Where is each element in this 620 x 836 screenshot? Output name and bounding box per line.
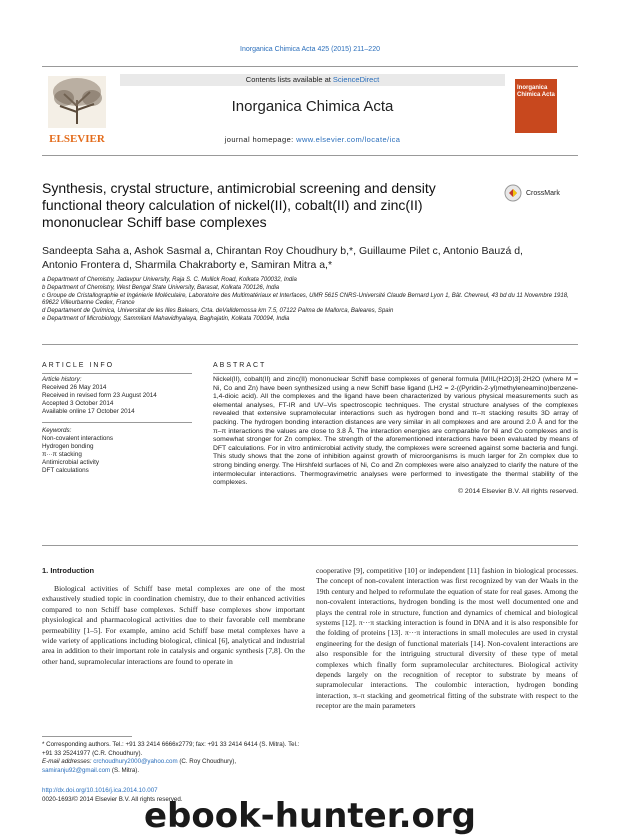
issn-line: 0020-1693/© 2014 Elsevier B.V. All rights reserved. — [42, 795, 183, 803]
abstract-heading: ABSTRACT — [213, 362, 267, 369]
sciencedirect-link[interactable]: ScienceDirect — [332, 75, 380, 84]
crossmark-icon — [504, 184, 522, 202]
journal-cover-title: Inorganica Chimica Acta — [517, 85, 555, 98]
email-name-choudhury: (C. Roy Choudhury), — [177, 758, 237, 765]
crossmark-badge[interactable] — [504, 184, 578, 202]
footnote-corr: * Corresponding authors. Tel.: +91 33 2414 6666x2779; fax: +91 33 2414 6414 (S. Mitra). Tel.: +91 33 25241977 (C.R. Choudhury). — [42, 741, 300, 757]
authors-line-2: Antonio Frontera d, Sharmila Chakraborty e, Samiran Mitra a,* — [42, 259, 333, 271]
homepage-link[interactable]: www.elsevier.com/locate/ica — [296, 135, 401, 144]
homepage-prefix: journal homepage: — [224, 135, 297, 144]
abstract-divider — [42, 545, 578, 546]
doi-link[interactable]: http://dx.doi.org/10.1016/j.ica.2014.10.007 — [42, 787, 158, 794]
intro-heading: 1. Introduction — [42, 566, 95, 575]
abstract-rule — [213, 373, 578, 374]
affiliation-d: d Departament de Química, Universitat de les Illes Balears, Crta. deValldemossa km 7.5, 07122 Palma de Mallorca, Baleares, Spain — [42, 308, 394, 315]
keyword-item: Non-covalent interactions — [42, 435, 114, 442]
intro-right-column: cooperative [9], competitive [10] or independent [11] fashion in biological processes. The concept of non-covalent interaction was first recognized by van der Waals in the 19th century and helped to reformulate the equation of state for real gases. Among the non-covalent interactions, hydrogen bonding is the most well documented one and plays the central role in structure, function and dynamics of chemical and biological systems [12]. π···π stacking interaction is found in DNA and it is also responsible for the folding of proteins [13]. π···π interactions in small molecules are used in crystal engineering for the design of functional materials [14]. Non-covalent interactions are also responsible for the intriguing structural diversity of these type of metal complexes which finally form supramolecular architectures. Biological activity depends largely on the recognition of receptor to substrate by means of supramolecular interactions. The coulombic interaction, hydrogen bonding interaction, π–π stacking and geometrical fitting of the substrate with respect to the receptor are the main parameters — [316, 566, 578, 711]
watermark: ebook-hunter.org — [143, 796, 477, 836]
history-revised: Received in revised form 23 August 2014 — [42, 392, 157, 399]
keywords-label: Keywords: — [42, 427, 72, 434]
email-link-choudhury[interactable]: crchoudhury2000@yahoo.com — [93, 758, 178, 765]
email-link-mitra[interactable]: samiranju92@gmail.com — [42, 766, 111, 774]
contents-bar — [120, 74, 505, 86]
keyword-item: Hydrogen bonding — [42, 443, 94, 450]
email-name-mitra: (S. Mitra). — [110, 766, 140, 774]
article-info-header — [42, 362, 192, 374]
affiliation-a: a Department of Chemistry, Jadavpur University, Raja S. C. Mullick Road, Kolkata 700032, India — [42, 277, 297, 283]
journal-citation[interactable]: Inorganica Chimica Acta 425 (2015) 211–220 — [240, 46, 380, 53]
contents-prefix: Contents lists available at — [245, 75, 333, 84]
keyword-item: Antimicrobial activity — [42, 459, 100, 466]
history-accepted: Accepted 3 October 2014 — [42, 400, 114, 407]
elsevier-tree-logo — [42, 72, 112, 146]
abstract-text: Nickel(II), cobalt(II) and zinc(II) mononuclear Schiff base complexes of general formula [MIIL(H2O)3]·2H2O (where M = Ni, Co and Zn) have been synthesized using a new Schiff base ligand (LH2 = 2-((Pyridin-2-yl)methyleneamino)benzene-1,4-dioic acid). All the complexes and the ligand have been characterized by various physical measurements such as elemental analyses, FT-IR and UV–Vis spectroscopic techniques. The crystal structure analyses of the complexes revealed that extensive supramolecular interactions such as hydrogen bond and π–π stacking results 3D array of packing. The hydrogen bonding interaction distances are very similar in all complexes and are around 2.0 Å and for the π–π interactions the values are close to 3.8 Å. The interaction energies are comparable for Ni and Co complexes and is somewhat stronger for Zn complex. The strength of the aforementioned interactions have been evaluated by means of DFT calculations. For in vitro antimicrobial activity study, the complexes were screened against some bacteria and fungi. This study shows that the zone of inhibition against growth of microorganisms is much larger for Zn complex due to strong binding energy. The Hirshfeld surfaces of Ni, Co and Zn complexes were also analyzed to clarify the nature of the intermolecular interactions. Thermogravimetric analyses were performed to investigate the thermal stability of the complexes. — [213, 376, 578, 487]
corresponding-author-footnote — [42, 741, 305, 775]
history-received: Received 26 May 2014 — [42, 384, 107, 391]
journal-homepage — [120, 135, 505, 144]
article-info-body — [42, 376, 192, 475]
keyword-item: DFT calculations — [42, 467, 89, 474]
email-label: E-mail addresses: — [42, 758, 94, 765]
affiliations — [42, 277, 578, 324]
journal-title: Inorganica Chimica Acta — [231, 98, 394, 115]
abstract-header — [213, 362, 578, 374]
article-info-heading: ARTICLE INFO — [42, 362, 115, 369]
affiliation-e: e Department of Microbiology, Sammilani Mahavidhyalaya, Baghajatin, Kolkata 700094, India — [42, 315, 290, 322]
affiliation-c: c Groupe de Cristallographie et Ingénierie Moléculaire, Laboratoire des Multimatériaux et Interfaces, UMR 5615 CNRS-Université Claude Bernard Lyon 1, Bât. Chevreul, 43 bd du 11 Novembre 1918, 69622 Villeurbanne Cedex, France — [42, 292, 569, 307]
footnote-rule — [42, 736, 132, 737]
author-list — [42, 244, 578, 272]
keywords-rule — [42, 422, 192, 423]
crossmark-label: CrossMark — [526, 189, 560, 197]
abstract-copyright: © 2014 Elsevier B.V. All rights reserved. — [458, 487, 578, 495]
article-info-rule — [42, 373, 192, 374]
elsevier-wordmark: ELSEVIER — [49, 133, 105, 145]
intro-left-column: Biological activities of Schiff base metal complexes are one of the most exhaustively studied topic in coordination chemistry, due to their enhanced activities compared to non Schiff base complexes. Schiff base complexes show important physiological and pharmacological activities due to their favorable cell membrane permeability [1–5]. For example, amino acid Schiff base metal complexes have a wide variety of applications including biological, clinical [6], analytical and industrial area in addition to their important role in catalysis and organic synthesis [7,8]. On the other hand, supramolecular interactions are found to operate in — [42, 584, 305, 666]
history-online: Available online 17 October 2014 — [42, 408, 135, 415]
affiliation-b: b Department of Chemistry, West Bengal State University, Barasat, Kolkata 700126, India — [42, 284, 280, 291]
keyword-item: π···π stacking — [42, 451, 82, 458]
history-label: Article history: — [42, 376, 82, 383]
affiliation-divider — [42, 344, 578, 345]
authors-line-1: Sandeepta Saha a, Ashok Sasmal a, Chirantan Roy Choudhury b,*, Guillaume Pilet c, Antonio Bauzá d, — [42, 245, 523, 257]
abstract-body — [213, 376, 578, 496]
footnote-emails — [42, 758, 305, 775]
article-title: Synthesis, crystal structure, antimicrobial screening and density functional theory calculation of nickel(II), cobalt(II) and zinc(II) mononuclear Schiff base complexes — [42, 180, 436, 230]
